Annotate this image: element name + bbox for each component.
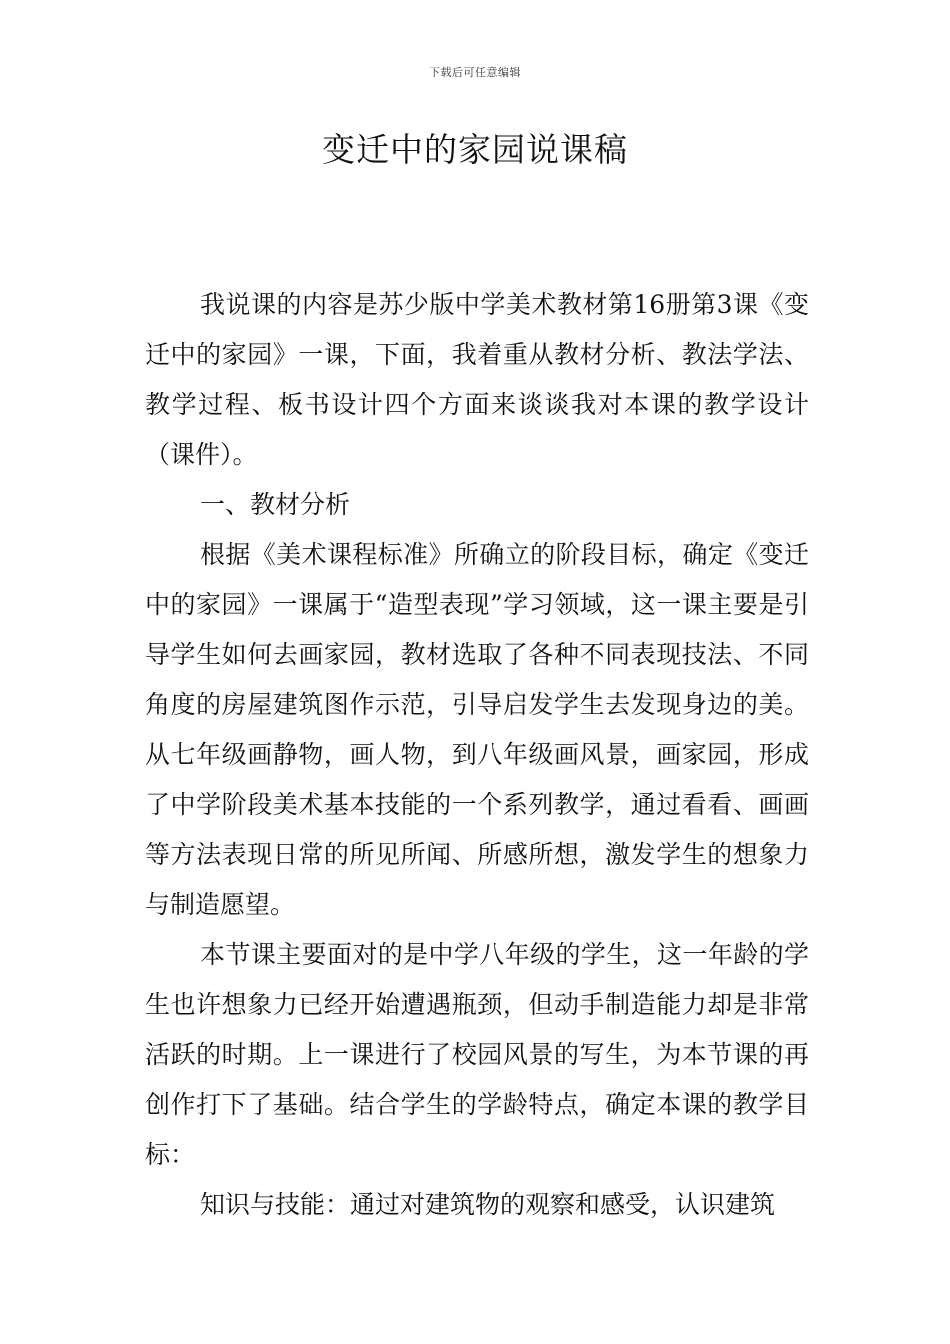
paragraph-textbook-analysis: 根据《美术课程标准》所确立的阶段目标，确定《变迁中的家园》一课属于“造型表现”学习领域，这一课主要是引导学生如何去画家园，教材选取了各种不同表现技法、不同角度的房屋建筑图作示范，引导启发学生去发现身边的美。从七年级画静物，画人物，到八年级画风景，画家园，形成了中学阶段美术基本技能的一个系列教学，通过看看、画画等方法表现日常的所见所闻、所感所想，激发学生的想象力与制造愿望。 [145, 540, 809, 919]
paragraph-knowledge-skills: 知识与技能：通过对建筑物的观察和感受，认识建筑 [200, 1190, 776, 1219]
document-body [145, 280, 809, 1230]
section-heading-textbook-analysis: 一、教材分析 [200, 490, 351, 519]
document-title: 变迁中的家园说课稿 [322, 130, 628, 169]
header-note: 下载后可任意编辑 [429, 66, 521, 79]
paragraph-students: 本节课主要面对的是中学八年级的学生，这一年龄的学生也许想象力已经开始遭遇瓶颈，但动手制造能力却是非常活跃的时期。上一课进行了校园风景的写生，为本节课的再创作打下了基础。结合学生的学龄特点，确定本课的教学目标： [145, 940, 809, 1169]
paragraph-intro: 我说课的内容是苏少版中学美术教材第16册第3课《变迁中的家园》一课，下面，我着重从教材分析、教法学法、教学过程、板书设计四个方面来谈谈我对本课的教学设计（课件）。 [145, 290, 809, 469]
